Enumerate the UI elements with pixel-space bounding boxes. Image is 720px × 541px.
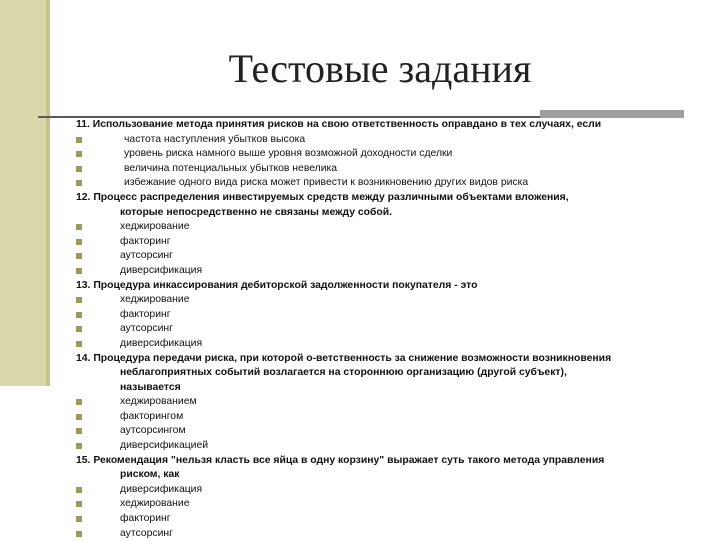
question-12-continued: которые непосредственно не связаны между собой. <box>120 206 393 218</box>
option: аутсорсинг <box>76 249 716 264</box>
question-14: 14. Процедура передачи риска, при которой о-ветственность за снижение возможности возникновения <box>76 352 612 364</box>
bullet-icon <box>76 312 82 318</box>
bullet-icon <box>76 268 82 274</box>
option: диверсификация <box>76 264 716 279</box>
bullet-icon <box>76 239 82 245</box>
option: факторинг <box>76 512 716 527</box>
bullet-icon <box>76 443 82 449</box>
bullet-icon <box>76 180 82 186</box>
option: факторингом <box>76 410 716 425</box>
option: факторинг <box>76 308 716 323</box>
option: частота наступления убытков высока <box>76 133 716 148</box>
bullet-icon <box>76 531 82 537</box>
option: диверсификация <box>76 337 716 352</box>
bullet-icon <box>76 297 82 303</box>
bullet-icon <box>76 224 82 230</box>
bullet-icon <box>76 253 82 259</box>
page-title: Тестовые задания <box>228 46 532 91</box>
bullet-icon <box>76 516 82 522</box>
test-questions <box>76 118 716 541</box>
question-12: 12. Процесс распределения инвестируемых средств между различными объектами вложения, <box>76 191 569 203</box>
bullet-icon <box>76 414 82 420</box>
option: диверсификацией <box>76 439 716 454</box>
option: уровень риска намного выше уровня возможной доходности сделки <box>76 147 716 162</box>
question-14-continued: неблагоприятных событий возлагается на стороннюю организацию (другой субъект), <box>120 367 567 379</box>
bullet-icon <box>76 166 82 172</box>
title-underline-accent <box>540 110 684 118</box>
bullet-icon <box>76 501 82 507</box>
question-15: 15. Рекомендация "нельзя класть все яйца в одну корзину" выражает суть такого метода управления <box>76 454 605 466</box>
question-13: 13. Процедура инкассирования дебиторской задолженности покупателя - это <box>76 279 478 291</box>
bullet-icon <box>76 326 82 332</box>
bullet-icon <box>76 428 82 434</box>
option: хеджирование <box>76 220 716 235</box>
question-11: 11. Использование метода принятия рисков на свою ответственность оправдано в тех случаях, если <box>76 119 602 130</box>
question-15-continued: риском, как <box>120 469 180 481</box>
question-14-continued: называется <box>120 381 181 393</box>
option: факторинг <box>76 235 716 250</box>
option: диверсификация <box>76 483 716 498</box>
option: величина потенциальных убытков невелика <box>76 162 716 177</box>
option: хеджированием <box>76 395 716 410</box>
option: аутсорсингом <box>76 424 716 439</box>
bullet-icon <box>76 341 82 347</box>
bullet-icon <box>76 399 82 405</box>
option: избежание одного вида риска может привести к возникновению других видов риска <box>76 176 716 191</box>
option: хеджирование <box>76 293 716 308</box>
option: аутсорсинг <box>76 322 716 337</box>
option: хеджирование <box>76 497 716 512</box>
option: аутсорсинг <box>76 527 716 541</box>
bullet-icon <box>76 151 82 157</box>
bullet-icon <box>76 137 82 143</box>
bullet-icon <box>76 487 82 493</box>
